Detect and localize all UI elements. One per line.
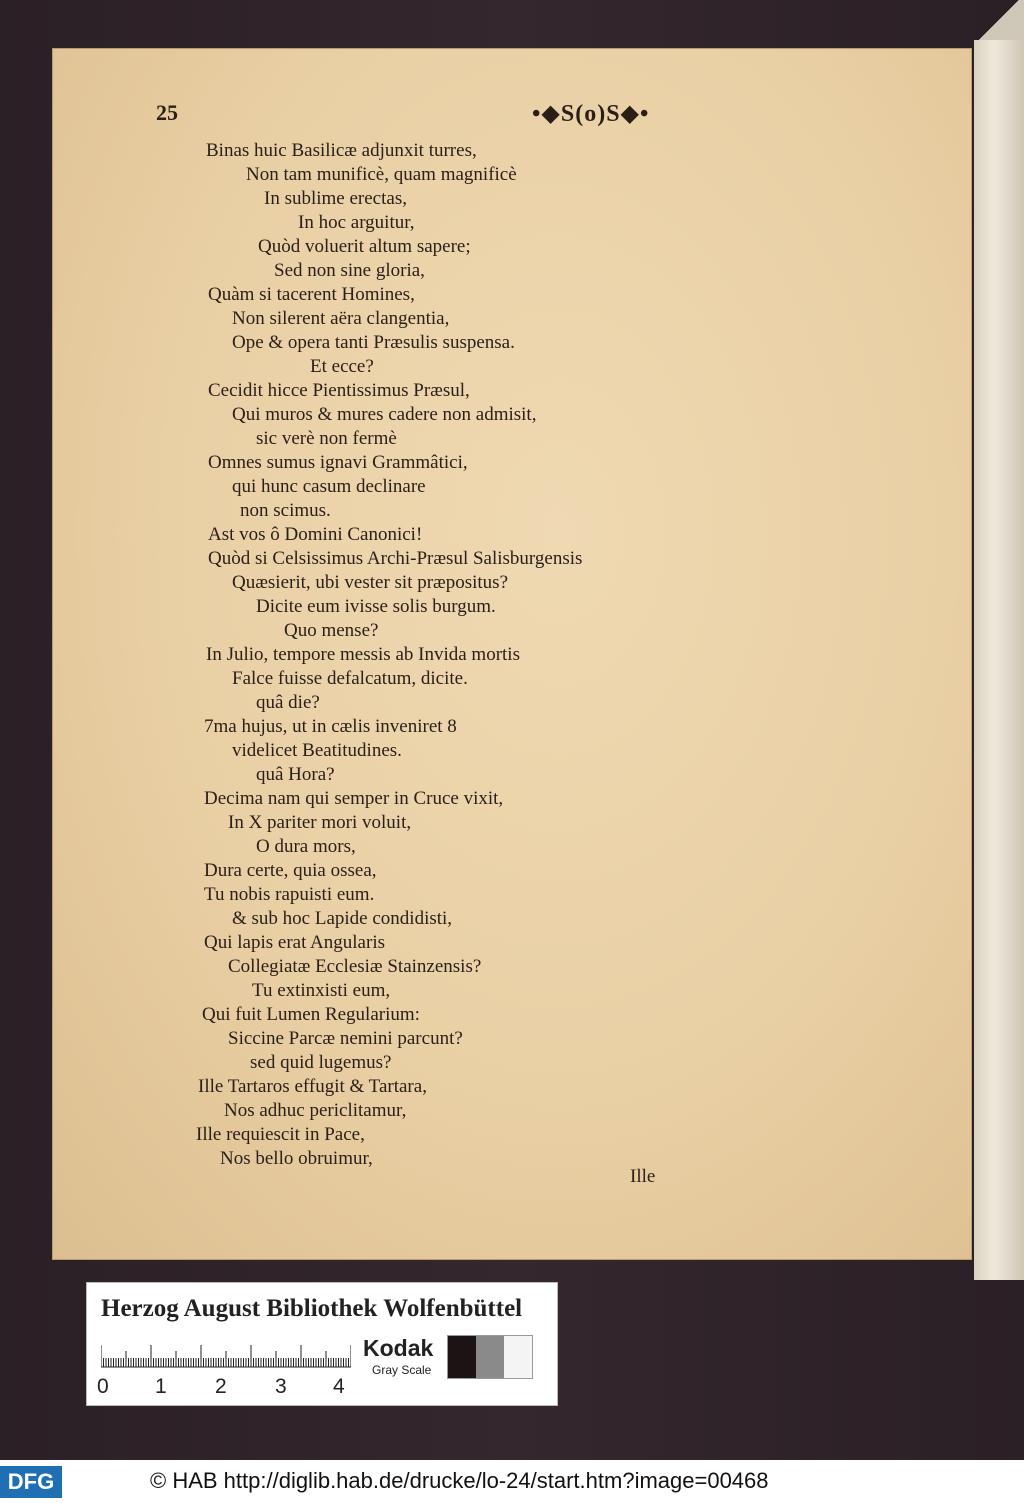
kodak-logo: Kodak bbox=[363, 1335, 434, 1361]
text-line: Cecidit hicce Pientissimus Præsul, bbox=[208, 380, 470, 401]
text-line: 7ma hujus, ut in cælis inveniret 8 bbox=[204, 716, 457, 737]
library-color-card bbox=[86, 1282, 558, 1406]
text-line: Qui muros & mures cadere non admisit, bbox=[232, 404, 537, 425]
book-page bbox=[52, 48, 972, 1260]
text-line: Dicite eum ivisse solis burgum. bbox=[256, 596, 496, 617]
text-line: Non tam munificè, quam magnificè bbox=[246, 164, 517, 185]
text-line: Non silerent aëra clangentia, bbox=[232, 308, 450, 329]
text-line: In hoc arguitur, bbox=[298, 212, 415, 233]
text-line: Quo mense? bbox=[284, 620, 379, 641]
text-line: Tu extinxisti eum, bbox=[252, 980, 391, 1001]
text-line: O dura mors, bbox=[256, 836, 356, 857]
next-page-edge bbox=[974, 20, 1024, 1280]
footer-bar bbox=[0, 1460, 1024, 1503]
swatch-gray bbox=[476, 1336, 504, 1378]
text-line: Quæsierit, ubi vester sit præpositus? bbox=[232, 572, 509, 593]
header-ornament: •◆S(o)S◆• bbox=[532, 101, 650, 127]
text-line: quâ Hora? bbox=[256, 764, 335, 785]
text-line: Ille requiescit in Pace, bbox=[196, 1124, 365, 1145]
text-line: Omnes sumus ignavi Grammâtici, bbox=[208, 452, 468, 473]
gray-scale-label: Gray Scale bbox=[372, 1363, 432, 1377]
ruler-number: 1 bbox=[155, 1375, 167, 1398]
text-line: Decima nam qui semper in Cruce vixit, bbox=[204, 788, 504, 809]
text-line: quâ die? bbox=[256, 692, 320, 713]
text-line: & sub hoc Lapide condidisti, bbox=[232, 908, 453, 929]
ruler-number: 4 bbox=[333, 1375, 345, 1398]
dfg-logo: DFG bbox=[0, 1466, 62, 1498]
text-line: qui hunc casum declinare bbox=[232, 476, 426, 497]
text-line: Nos adhuc periclitamur, bbox=[224, 1100, 407, 1121]
text-line: Nos bello obruimur, bbox=[220, 1148, 373, 1169]
text-line: Et ecce? bbox=[310, 356, 374, 377]
text-line: In sublime erectas, bbox=[264, 188, 407, 209]
text-line: Ope & opera tanti Præsulis suspensa. bbox=[232, 332, 515, 353]
ruler-scale bbox=[101, 1338, 351, 1368]
page-signature: 25 bbox=[156, 100, 178, 125]
text-line: videlicet Beatitudines. bbox=[232, 740, 402, 761]
swatch-white bbox=[504, 1336, 532, 1378]
swatch-black bbox=[448, 1336, 476, 1378]
library-name: Herzog August Bibliothek Wolfenbüttel bbox=[101, 1295, 523, 1322]
text-line: Qui lapis erat Angularis bbox=[204, 932, 385, 953]
text-line: Ast vos ô Domini Canonici! bbox=[208, 524, 423, 545]
text-line: Falce fuisse defalcatum, dicite. bbox=[232, 668, 468, 689]
text-line: sed quid lugemus? bbox=[250, 1052, 392, 1073]
text-line: Collegiatæ Ecclesiæ Stainzensis? bbox=[228, 956, 482, 977]
text-line: Binas huic Basilicæ adjunxit turres, bbox=[206, 140, 477, 161]
ruler-number: 2 bbox=[215, 1375, 227, 1398]
ruler-number: 3 bbox=[275, 1375, 287, 1398]
text-line: sic verè non fermè bbox=[256, 428, 397, 449]
text-line: Sed non sine gloria, bbox=[274, 260, 425, 281]
ruler-number: 0 bbox=[97, 1375, 109, 1398]
gray-swatches bbox=[447, 1335, 533, 1379]
text-line: Ille Tartaros effugit & Tartara, bbox=[198, 1076, 427, 1097]
copyright-link[interactable]: © HAB http://diglib.hab.de/drucke/lo-24/start.htm?image=00468 bbox=[150, 1468, 769, 1493]
text-line: Siccine Parcæ nemini parcunt? bbox=[228, 1028, 463, 1049]
text-line: non scimus. bbox=[240, 500, 331, 521]
text-line: Qui fuit Lumen Regularium: bbox=[202, 1004, 420, 1025]
catchword: Ille bbox=[630, 1166, 656, 1187]
text-line: Dura certe, quia ossea, bbox=[204, 860, 377, 881]
text-line: Quòd voluerit altum sapere; bbox=[258, 236, 471, 257]
text-line: Quòd si Celsissimus Archi-Præsul Salisburgensis bbox=[208, 548, 583, 569]
text-line: In Julio, tempore messis ab Invida mortis bbox=[206, 644, 520, 665]
text-line: In X pariter mori voluit, bbox=[228, 812, 412, 833]
text-line: Tu nobis rapuisti eum. bbox=[204, 884, 375, 905]
text-line: Quàm si tacerent Homines, bbox=[208, 284, 415, 305]
